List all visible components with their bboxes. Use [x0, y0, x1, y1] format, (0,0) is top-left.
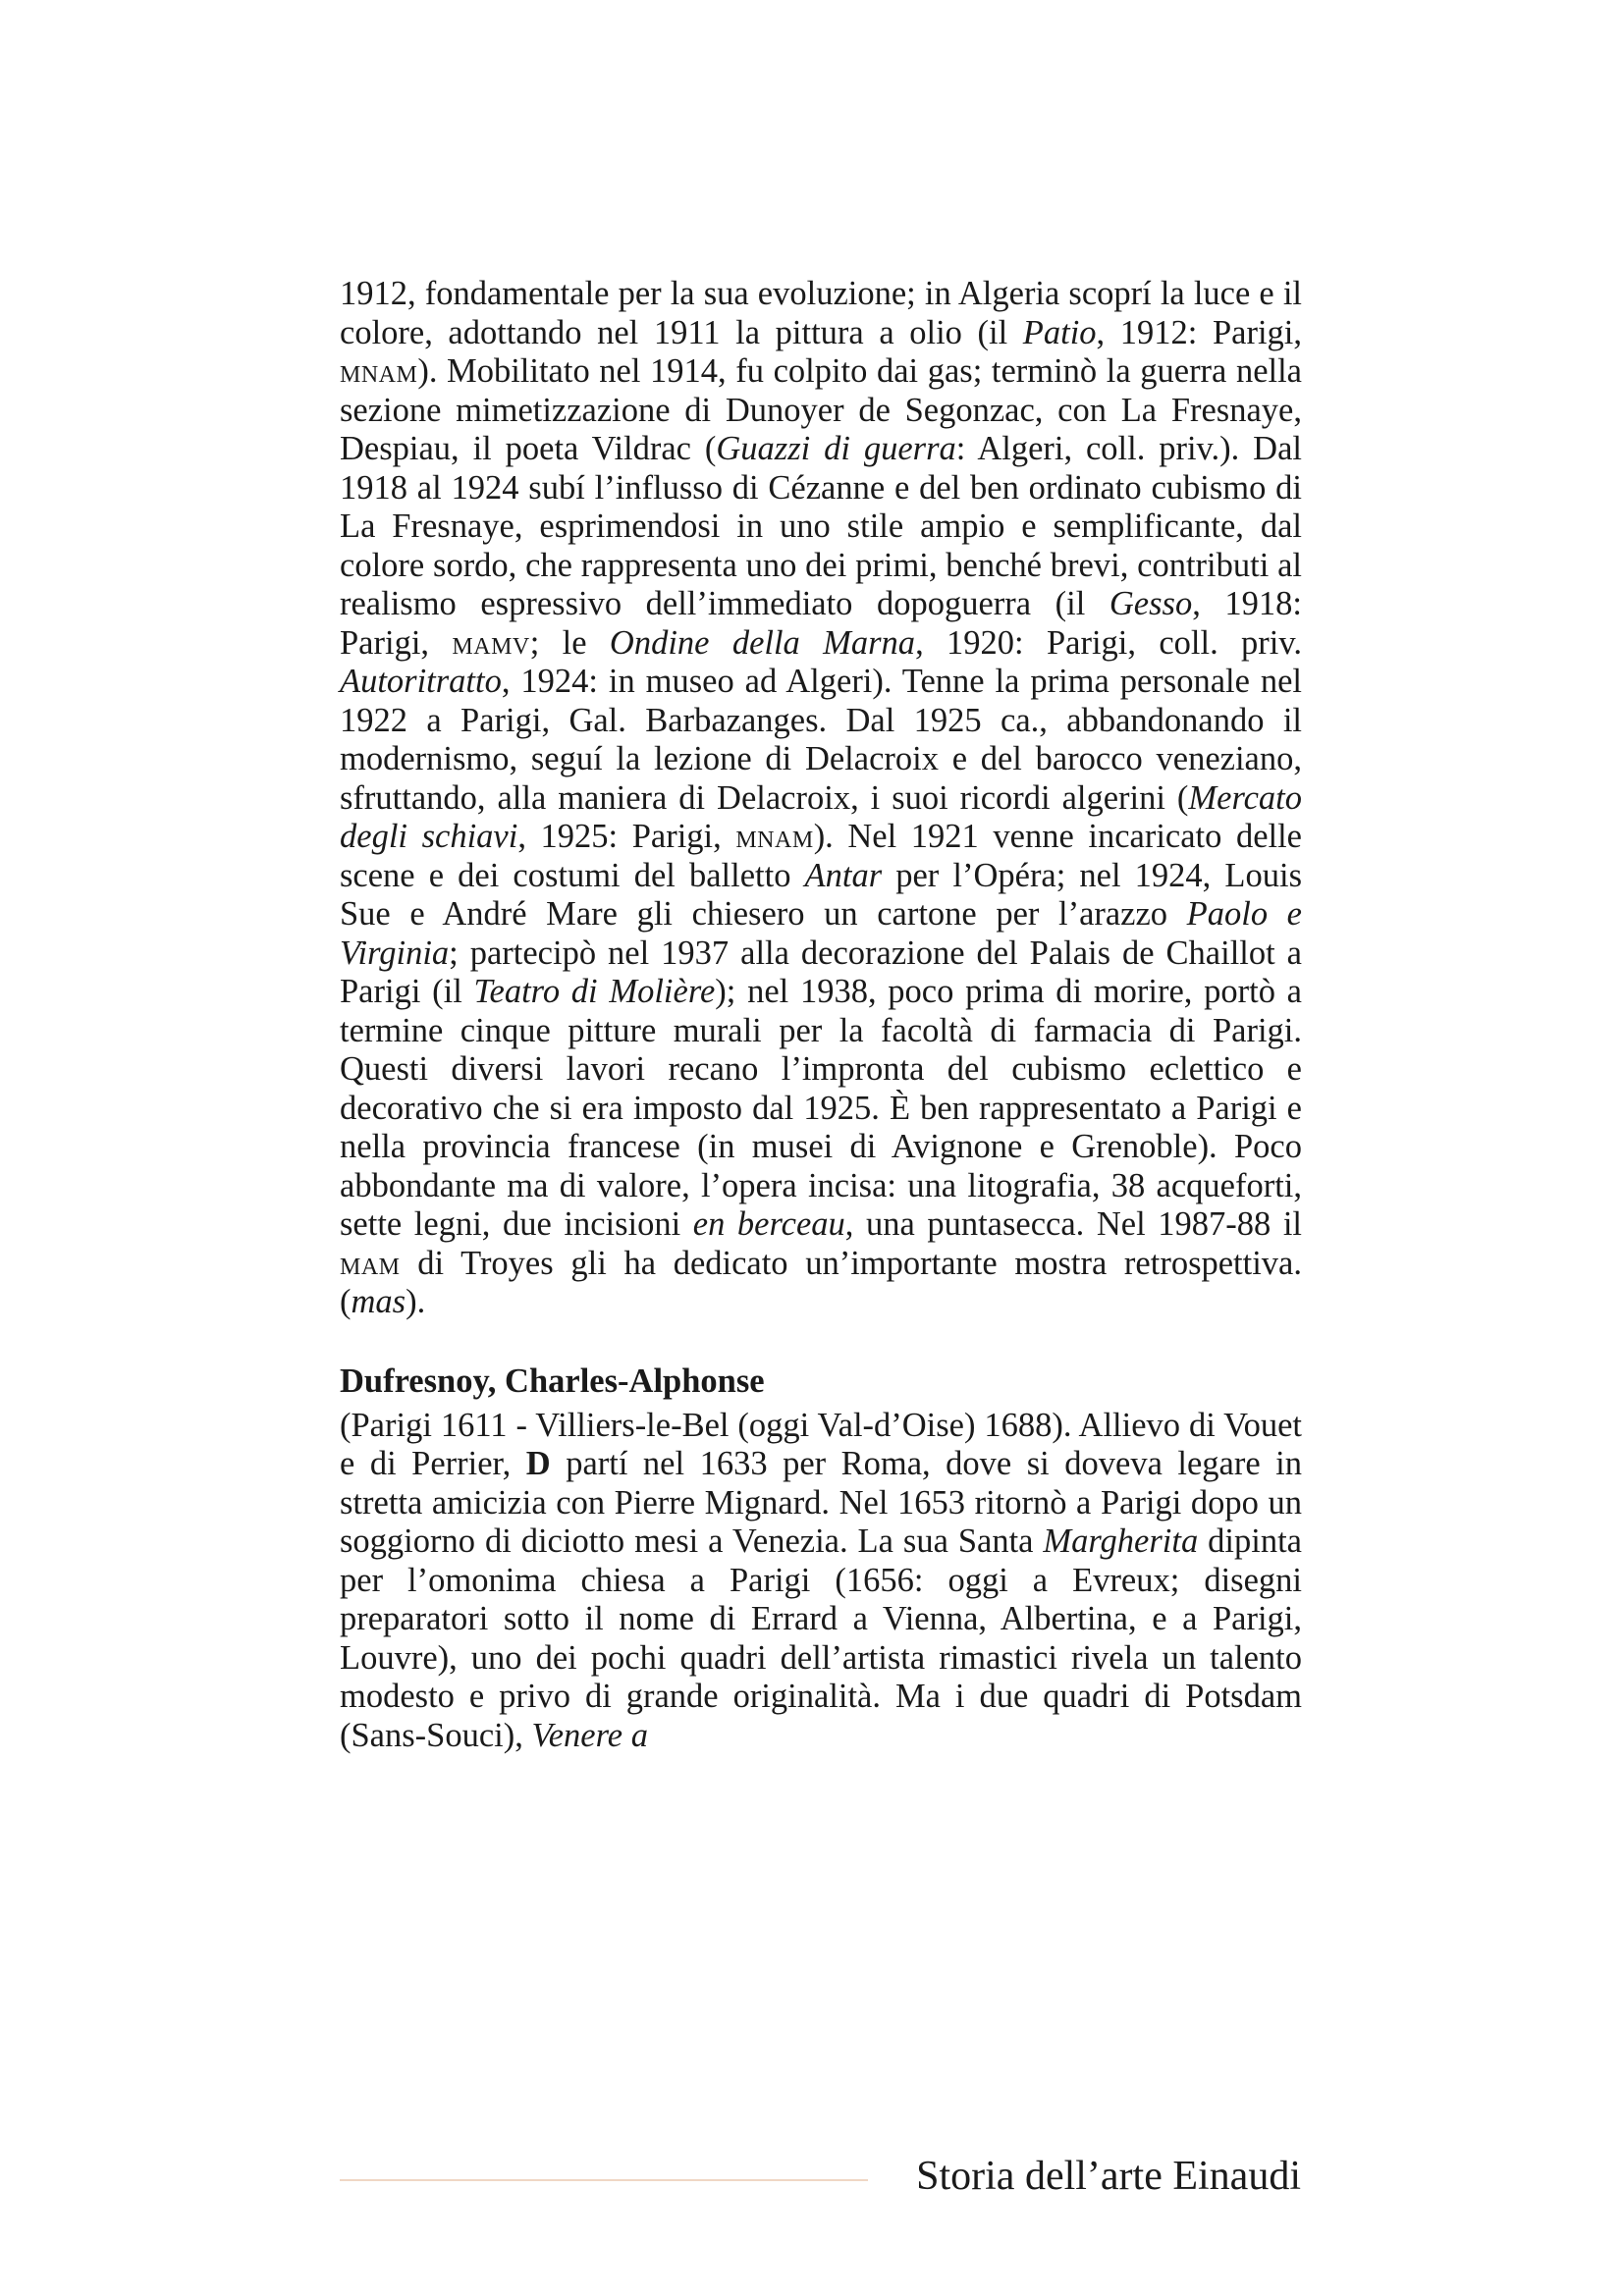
smallcaps-run: mnam — [340, 352, 418, 390]
text-run: , 1918: Parigi, — [340, 585, 1302, 662]
text-run: , 1925: Parigi, — [517, 818, 736, 855]
entry-body-dufresnoy — [340, 1407, 1302, 1756]
text-run: , 1924: in museo ad Algeri). Tenne la prima personale nel 1922 a Parigi, Gal. Barbazanges. Dal 1925 ca., abbandonando il modernismo, seguí la lezione di Delacroix e del barocco veneziano, sfruttando, alla maniera di Delacroix, i suoi ricordi algerini ( — [340, 663, 1302, 817]
text-run: ); nel 1938, poco prima di morire, portò a termine cinque pitture murali per la facoltà di farmacia di Parigi. Questi diversi lavori recano l’impronta del cubismo eclettico e decorativo che si era imposto dal 1925. È ben rappresentato a Parigi e nella provincia francese (in musei di Avignone e Grenoble). Poco abbondante ma di valore, l’opera incisa: una litografia, 38 acqueforti, sette legni, due incisioni — [340, 973, 1302, 1243]
text-run: ; partecipò nel 1937 alla decorazione del Palais de Chaillot a Parigi (il — [340, 934, 1302, 1010]
text-run: per l’Opéra; nel 1924, Louis Sue e André Mare gli chiesero un cartone per l’arazzo — [340, 856, 1302, 933]
italic-run: Gesso — [1109, 585, 1193, 622]
italic-run: Ondine della Marna — [609, 623, 916, 662]
text-run: ; le — [529, 623, 610, 662]
italic-run: Teatro di Molière — [473, 973, 716, 1010]
italic-run: Guazzi di guerra — [716, 430, 956, 467]
smallcaps-run: mnam — [735, 818, 814, 855]
bold-run: D — [525, 1445, 551, 1482]
italic-run: Antar — [804, 856, 883, 894]
text-run: , una puntasecca. Nel 1987-88 il — [844, 1205, 1302, 1243]
italic-run: en berceau — [692, 1205, 845, 1243]
italic-run: Autoritratto — [340, 663, 502, 700]
text-run: ). Nel 1921 venne incaricato delle scene e dei costumi del balletto — [340, 818, 1302, 894]
text-run: , 1912: Parigi, — [1096, 313, 1303, 351]
text-run: ). Mobilitato nel 1914, fu colpito dai gas; terminò la guerra nella sezione mimetizzazione di Dunoyer de Segonzac, con La Fresnaye, Despiau, il poeta Vildrac ( — [340, 352, 1302, 467]
text-run: (Parigi 1611 - Villiers-le-Bel (oggi Val-d’Oise) 1688). Allievo di Vouet e di Perrier, — [340, 1406, 1302, 1482]
text-run: ). — [406, 1283, 426, 1320]
footer-publisher: Storia dell’arte Einaudi — [916, 2154, 1301, 2199]
entry-title-dufresnoy: Dufresnoy, Charles-Alphonse — [340, 1362, 765, 1400]
italic-run: Patio — [1022, 313, 1097, 351]
text-run: di Troyes gli ha dedicato un’importante mostra retrospettiva. ( — [340, 1244, 1302, 1320]
italic-run: Margherita — [1043, 1522, 1199, 1560]
smallcaps-run: mamv — [452, 623, 530, 662]
text-run: 1912, fondamentale per la sua evoluzione; in Algeria scoprí la luce e il colore, adottando nel 1911 la pittura a olio (il — [340, 275, 1302, 351]
italic-run: mas — [351, 1283, 406, 1320]
text-run: partí nel 1633 per Roma, dove si doveva legare in stretta amicizia con Pierre Mignard. Nel 1653 ritornò a Parigi dopo un soggiorno di diciotto mesi a Venezia. La sua Santa — [340, 1445, 1302, 1560]
italic-run: Venere a — [531, 1716, 648, 1754]
text-column — [340, 275, 1302, 1755]
italic-run: Paolo e Virginia — [340, 895, 1302, 972]
smallcaps-run: mam — [340, 1244, 401, 1282]
footer-rule — [340, 2179, 868, 2181]
text-run: , 1920: Parigi, coll. priv. — [915, 623, 1302, 662]
text-run: : Algeri, coll. priv.). Dal 1918 al 1924 subí l’influsso di Cézanne e del ben ordinato cubismo di La Fresnaye, esprimendosi in uno stile ampio e semplificante, dal colore sordo, che rappresenta uno dei primi, benché brevi, contributi al realismo espressivo dell’immediato dopoguerra (il — [340, 430, 1302, 622]
italic-run: Mercato degli schiavi — [340, 778, 1302, 855]
entry-body-dufresne — [340, 275, 1302, 1322]
text-run: dipinta per l’omonima chiesa a Parigi (1656: oggi a Evreux; disegni preparatori sotto il nome di Errard a Vienna, Albertina, e a Parigi, Louvre), uno dei pochi quadri dell’artista rimastici rivela un talento modesto e privo di grande originalità. Ma i due quadri di Potsdam (Sans-Souci), — [340, 1522, 1302, 1754]
